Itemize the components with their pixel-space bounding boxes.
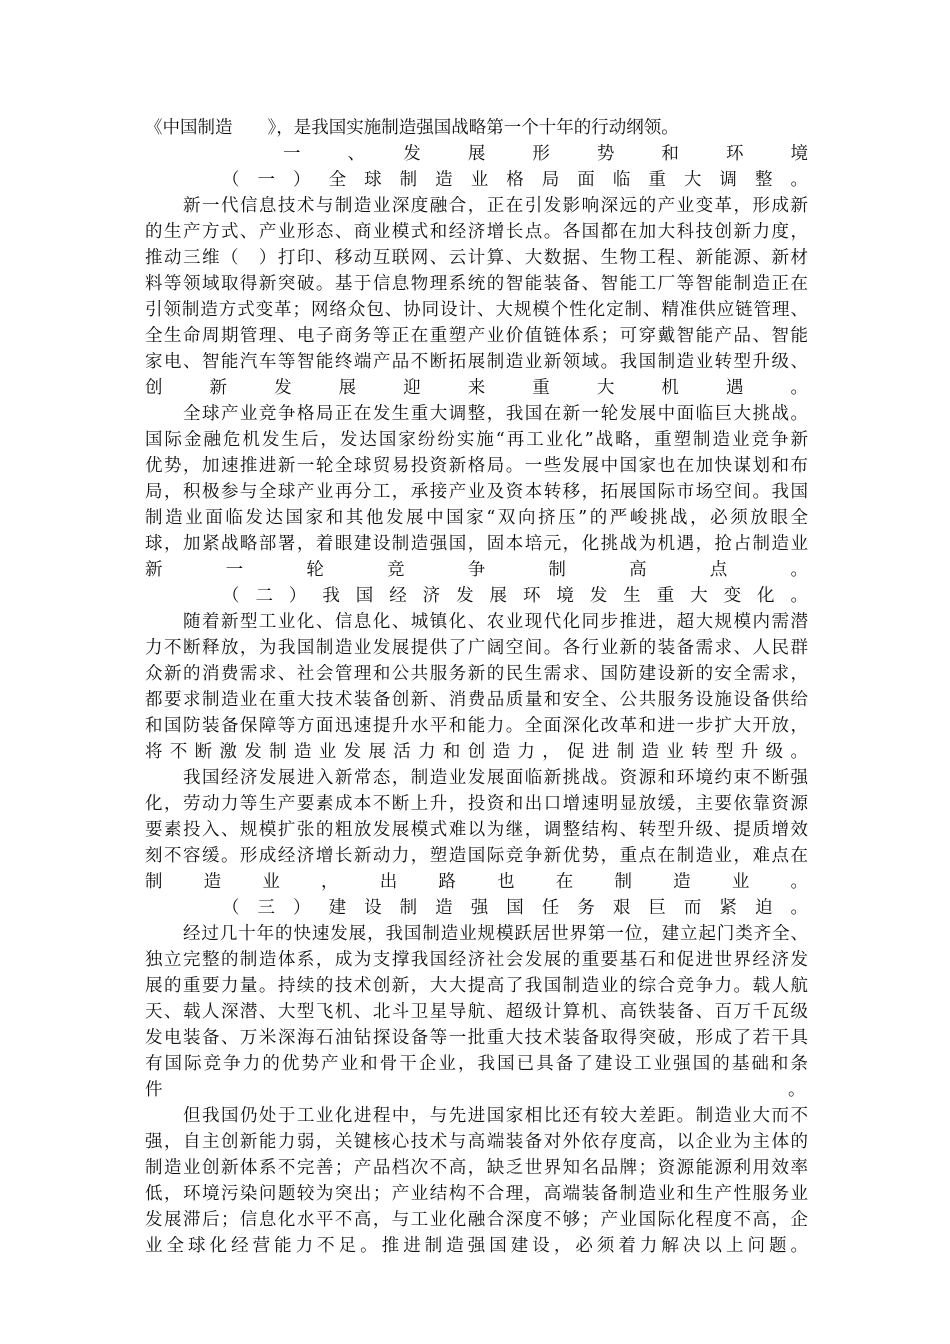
paragraph-line: 制造业，出路也在制造业。: [145, 872, 808, 892]
paragraph-line: 强，自主创新能力弱，关键核心技术与高端装备对外依存度高，以企业为主体的: [145, 1132, 808, 1152]
paragraph-line: 制造业创新体系不完善；产品档次不高，缺乏世界知名品牌；资源能源利用效率: [145, 1158, 808, 1178]
paragraph-line: 我国经济发展进入新常态，制造业发展面临新挑战。资源和环境约束不断强: [183, 768, 808, 788]
paragraph-line: 创新发展迎来重大机遇。: [145, 378, 808, 398]
paragraph-line: 推动三维（ ）打印、移动互联网、云计算、大数据、生物工程、新能源、新材: [145, 248, 808, 268]
paragraph-line: 引领制造方式变革；网络众包、协同设计、大规模个性化定制、精准供应链管理、: [145, 300, 808, 320]
paragraph-line: 刻不容缓。形成经济增长新动力，塑造国际竞争新优势，重点在制造业，难点在: [145, 846, 808, 866]
subsection-heading: （三）建设制造强国任务艰巨而紧迫。: [222, 898, 808, 918]
subsection-heading: （二）我国经济发展环境发生重大变化。: [222, 586, 808, 606]
paragraph-line: 众新的消费需求、社会管理和公共服务新的民生需求、国防建设新的安全需求，: [145, 664, 808, 684]
paragraph-line: 和国防装备保障等方面迅速提升水平和能力。全面深化改革和进一步扩大开放，: [145, 716, 808, 736]
paragraph-line: 低，环境污染问题较为突出；产业结构不合理，高端装备制造业和生产性服务业: [145, 1184, 808, 1204]
paragraph-line: 新一代信息技术与制造业深度融合，正在引发影响深远的产业变革，形成新: [183, 196, 808, 216]
paragraph-line: 的生产方式、产业形态、商业模式和经济增长点。各国都在加大科技创新力度，: [145, 222, 808, 242]
paragraph-line: 化，劳动力等生产要素成本不断上升，投资和出口增速明显放缓，主要依靠资源: [145, 794, 808, 814]
paragraph-line: 全球产业竞争格局正在发生重大调整，我国在新一轮发展中面临巨大挑战。: [183, 404, 808, 424]
paragraph-line: 但我国仍处于工业化进程中，与先进国家相比还有较大差距。制造业大而不: [183, 1106, 808, 1126]
section-heading: 一 、 发 展 形 势 和 环 境: [283, 144, 808, 164]
paragraph-end-mark: 。: [788, 1080, 806, 1100]
paragraph-line: 全生命周期管理、电子商务等正在重塑产业价值链体系；可穿戴智能产品、智能: [145, 326, 808, 346]
paragraph-line: 局，积极参与全球产业再分工，承接产业及资本转移，拓展国际市场空间。我国: [145, 482, 808, 502]
paragraph-line: 家电、智能汽车等智能终端产品不断拓展制造业新领域。我国制造业转型升级、: [145, 352, 808, 372]
paragraph-line: 要素投入、规模扩张的粗放发展模式难以为继，调整结构、转型升级、提质增效: [145, 820, 808, 840]
paragraph-line: 发电装备、万米深海石油钻探设备等一批重大技术装备取得突破，形成了若干具: [145, 1028, 808, 1048]
paragraph-line: 独立完整的制造体系，成为支撑我国经济社会发展的重要基石和促进世界经济发: [145, 950, 808, 970]
paragraph-line: 球，加紧战略部署，着眼建设制造强国，固本培元，化挑战为机遇，抢占制造业: [145, 534, 808, 554]
paragraph-line: 制造业面临发达国家和其他发展中国家“双向挤压”的严峻挑战，必须放眼全: [145, 508, 808, 528]
paragraph-line: 展的重要力量。持续的技术创新，大大提高了我国制造业的综合竞争力。载人航: [145, 976, 808, 996]
paragraph-line: 有国际竞争力的优势产业和骨干企业，我国已具备了建设工业强国的基础和条: [145, 1054, 808, 1074]
paragraph-line: 件: [145, 1080, 163, 1100]
paragraph-line: 新一轮竞争制高点。: [145, 560, 808, 580]
paragraph-line: 发展滞后；信息化水平不高，与工业化融合深度不够；产业国际化程度不高，企: [145, 1210, 808, 1230]
paragraph-line: 优势，加速推进新一轮全球贸易投资新格局。一些发展中国家也在加快谋划和布: [145, 456, 808, 476]
paragraph-line: 将不断激发制造业发展活力和创造力，促进制造业转型升级。: [145, 742, 808, 762]
paragraph-line: 都要求制造业在重大技术装备创新、消费品质量和安全、公共服务设施设备供给: [145, 690, 808, 710]
paragraph-line: 随着新型工业化、信息化、城镇化、农业现代化同步推进，超大规模内需潜: [183, 612, 808, 632]
paragraph-line: 天、载人深潜、大型飞机、北斗卫星导航、超级计算机、高铁装备、百万千瓦级: [145, 1002, 808, 1022]
subsection-heading: （一）全球制造业格局面临重大调整。: [222, 170, 808, 190]
intro-line: 《中国制造 》，是我国实施制造强国战略第一个十年的行动纲领。: [145, 118, 679, 138]
paragraph-line: 国际金融危机发生后，发达国家纷纷实施“再工业化”战略，重塑制造业竞争新: [145, 430, 808, 450]
paragraph-line: 力不断释放，为我国制造业发展提供了广阔空间。各行业新的装备需求、人民群: [145, 638, 808, 658]
paragraph-line: 业全球化经营能力不足。推进制造强国建设，必须着力解决以上问题。: [145, 1236, 808, 1256]
paragraph-line: 经过几十年的快速发展，我国制造业规模跃居世界第一位，建立起门类齐全、: [183, 924, 808, 944]
paragraph-line: 料等领域取得新突破。基于信息物理系统的智能装备、智能工厂等智能制造正在: [145, 274, 808, 294]
